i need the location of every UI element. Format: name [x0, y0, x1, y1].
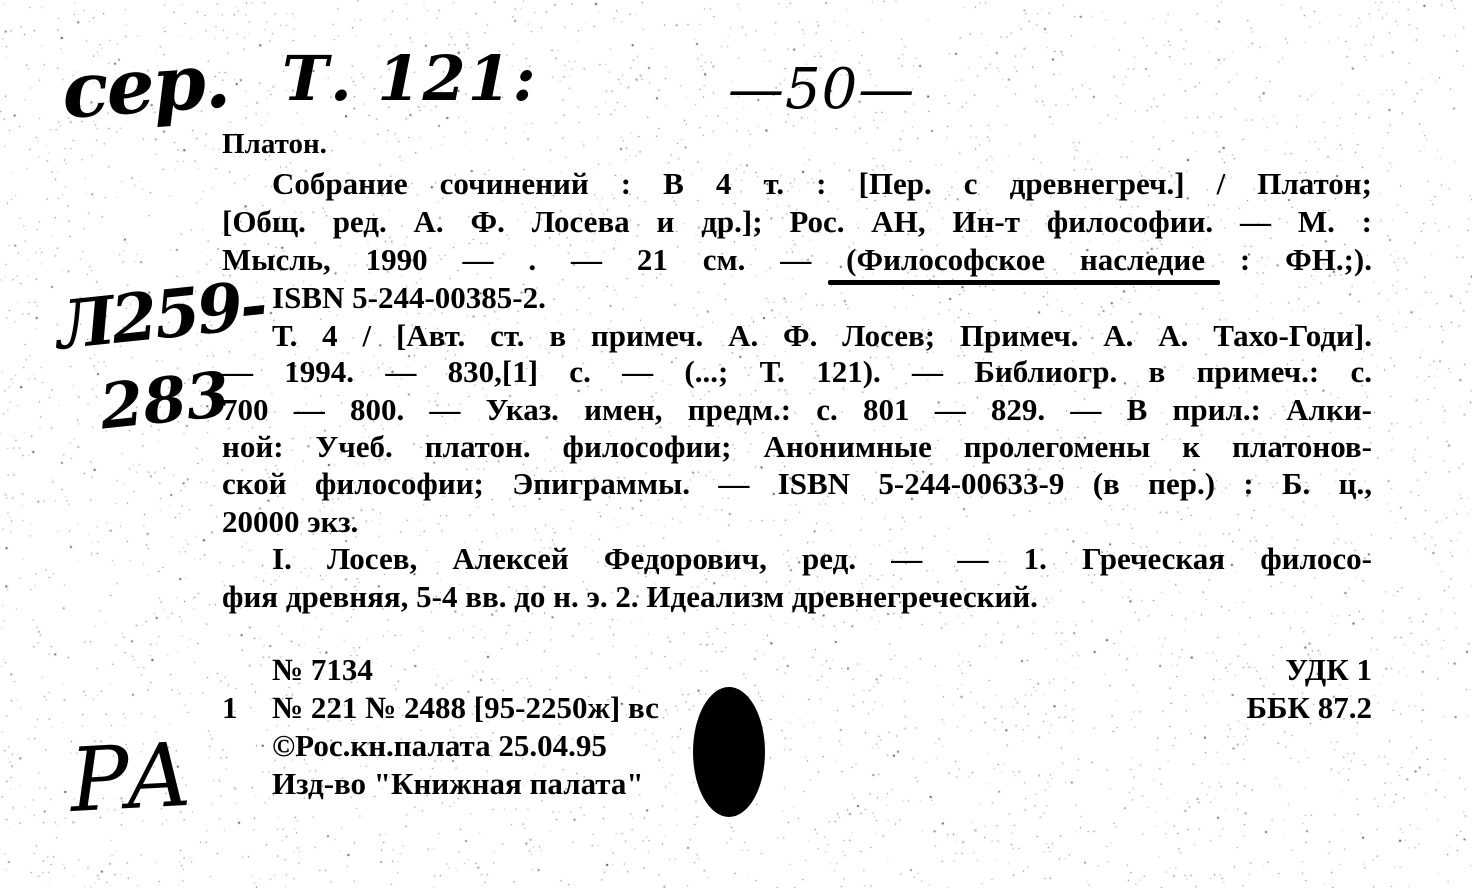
- tracings-line-1: I. Лосев, Алексей Федорович, ред. — — 1. Греческая филосо-: [272, 541, 1372, 576]
- volume-entry-line-1: Т. 4 / [Авт. ст. в примеч. А. Ф. Лосев; Примеч. А. А. Тахо-Годи].: [272, 318, 1372, 353]
- bbk-code: ББК 87.2: [1246, 690, 1372, 725]
- handwritten-collection-mark: сер.: [59, 35, 232, 136]
- footer-registration-numbers: № 221 № 2488 [95-2250ж] вс: [272, 690, 659, 725]
- main-entry-line-1: Собрание сочинений : В 4 т. : [Пер. с древнегреч.] / Платон;: [272, 166, 1372, 201]
- card-number-7134: № 7134: [272, 652, 373, 687]
- volume-entry-line-3: 700 — 800. — Указ. имен, предм.: с. 801 — 829. — В прил.: Алки-: [222, 392, 1372, 427]
- udk-code: УДК 1: [1285, 652, 1372, 687]
- volume-entry-line-2: — 1994. — 830,[1] с. — (...; Т. 121). — Библиогр. в примеч.: с.: [222, 354, 1372, 389]
- volume-entry-line-5: ской философии; Эпиграммы. — ISBN 5-244-00633-9 (в пер.) : Б. ц.,: [222, 466, 1372, 501]
- isbn-set: ISBN 5-244-00385-2.: [272, 280, 546, 315]
- copyright-line: ©Рос.кн.палата 25.04.95: [272, 728, 607, 763]
- main-entry-line-2: [Общ. ред. А. Ф. Лосева и др.]; Рос. АН, Ин-т философии. — М. :: [222, 204, 1372, 239]
- handwritten-number-range-start: Л259-: [52, 265, 269, 365]
- tracings-line-2: фия древняя, 5-4 вв. до н. э. 2. Идеализм древнегреческий.: [222, 579, 1038, 614]
- volume-entry-line-4: ной: Учеб. платон. философии; Анонимные пролегомены к платонов-: [222, 429, 1372, 464]
- main-entry-line-3: Мысль, 1990 — . — 21 см. — (Философское наследие : ФН.;).: [222, 242, 1372, 277]
- ink-blot: [693, 687, 765, 817]
- handwritten-price-mark: —50—: [728, 57, 916, 122]
- handwritten-initials: РА: [67, 722, 191, 833]
- publisher-line: Изд-во "Книжная палата": [272, 766, 644, 801]
- footer-row-prefix: 1: [222, 690, 238, 725]
- series-underline: [828, 280, 1220, 285]
- handwritten-shelf-mark: Т. 121:: [282, 42, 538, 115]
- author-heading: Платон.: [222, 128, 327, 160]
- volume-entry-line-6: 20000 экз.: [222, 504, 359, 539]
- handwritten-number-range-end: 283: [96, 357, 233, 444]
